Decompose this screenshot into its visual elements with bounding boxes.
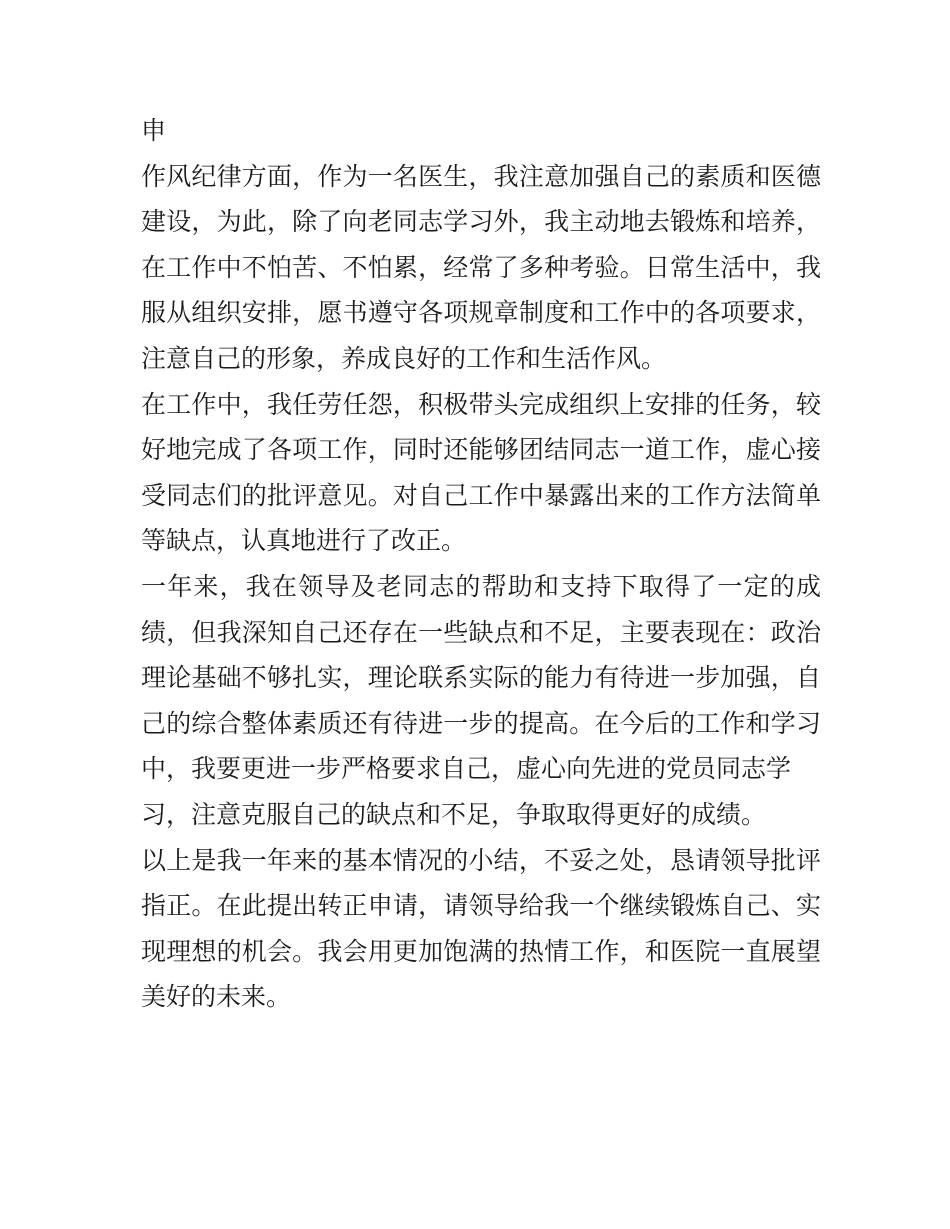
text-line: 以上是我一年来的基本情况的小结，不妥之处，恳请领导批评 [141,845,821,875]
text-line: 受同志们的批评意见。对自己工作中暴露出来的工作方法简单 [141,480,821,510]
text-line: 现理想的机会。我会用更加饱满的热情工作，和医院一直展望 [141,936,821,966]
text-line: 申 [141,116,167,145]
text-line: 中，我要更进一步严格要求自己，虚心向先进的党员同志学 [141,754,792,784]
text-line: 作风纪律方面，作为一名医生，我注意加强自己的素质和医德 [141,161,821,191]
text-line: 建设，为此，除了向老同志学习外，我主动地去锻炼和培养， [141,207,821,237]
text-line: 等缺点，认真地进行了改正。 [141,526,467,556]
text-line: 在工作中不怕苦、不怕累，经常了多种考验。日常生活中，我 [141,252,821,282]
text-line: 在工作中，我任劳任怨，积极带头完成组织上安排的任务，较 [141,389,821,419]
text-line: 指正。在此提出转正申请，请领导给我一个继续锻炼自己、实 [141,891,821,921]
text-line: 好地完成了各项工作，同时还能够团结同志一道工作，虚心接 [141,435,821,465]
text-line: 一年来，我在领导及老同志的帮助和支持下取得了一定的成 [141,571,821,601]
text-line: 注意自己的形象，养成良好的工作和生活作风。 [141,343,667,373]
text-line: 服从组织安排，愿书遵守各项规章制度和工作中的各项要求， [141,298,821,328]
text-line: 己的综合整体素质还有待进一步的提高。在今后的工作和学习 [141,708,821,738]
text-line: 习，注意克服自己的缺点和不足，争取取得更好的成绩。 [141,799,767,829]
document-body [141,108,821,1020]
text-line: 理论基础不够扎实，理论联系实际的能力有待进一步加强，自 [141,663,821,693]
text-line: 美好的未来。 [141,982,292,1012]
text-line: 绩，但我深知自己还存在一些缺点和不足，主要表现在：政治 [141,617,821,647]
